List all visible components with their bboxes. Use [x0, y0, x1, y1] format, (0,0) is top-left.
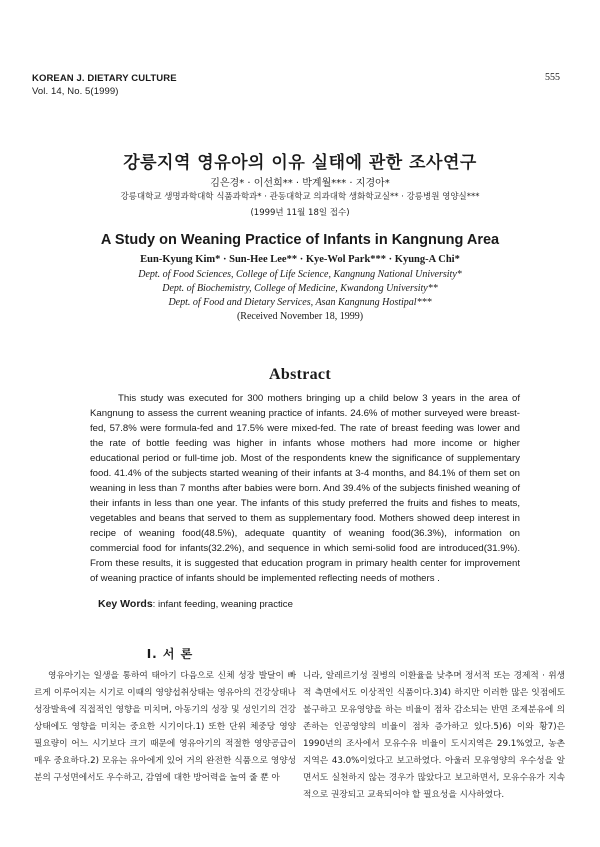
english-affiliation-1: Dept. of Food Sciences, College of Life Science, Kangnung National University*	[138, 269, 462, 280]
korean-received-date: (1999년 11월 18일 접수)	[250, 208, 350, 218]
page-number: 555	[545, 72, 560, 83]
korean-affiliations: 강릉대학교 생명과학대학 식품과학과* · 관동대학교 의과대학 생화학교실** · 강릉병원 영양실***	[120, 192, 480, 202]
section-heading-introduction: I. 서 론	[146, 647, 194, 661]
english-affiliation-2: Dept. of Biochemistry, College of Medicine, Kwandong University**	[162, 283, 438, 294]
korean-title: 강릉지역 영유아의 이유 실태에 관한 조사연구	[123, 153, 477, 173]
keywords-text: : infant feeding, weaning practice	[152, 599, 293, 610]
english-authors: Eun-Kyung Kim* · Sun-Hee Lee** · Kye-Wol Park*** · Kyung-A Chi*	[140, 254, 460, 265]
keywords-label: Key Words	[98, 598, 153, 610]
abstract-heading: Abstract	[269, 366, 331, 383]
keywords-line	[98, 598, 293, 610]
korean-authors: 김은경* · 이선희** · 박계월*** · 지경아*	[210, 178, 390, 189]
journal-header	[32, 72, 177, 98]
abstract-body: This study was executed for 300 mothers bringing up a child below 3 years in the area of Kangnung to assess the current weaning practice of infants. 24.6% of mother surveyed were breast-fed, 57.8% were formula-fed and 17.5% were mixed-fed. The rate of breast feeding was lower and the rate of bottle feeding was higher in infants whose mothers had more income or higher educational period or full-time job. Most of the respondents knew the significance of supplementary food. 41.4% of the subjects started weaning of their infants at 3-4 months, and 84.1% of them set on weaning in less than 7 months after babies were born. And 39.4% of the subjects finished weaning of their infants in less than one year. The infants of this study preferred the fruits and fishes to meats, vegetables and beans that served to them as supplementary food. Mothers showed deep interest in recipe of weaning food(48.5%), adequate quantity of weaning food(36.3%), information on commercial food for infants(32.2%), and sequence in which semi-solid food are introduced(31.9%). From these results, it is suggested that education program in primary health center for improvement of weaning practice of infants should be implemented reflecting needs of mothers .	[90, 393, 520, 584]
journal-name: KOREAN J. DIETARY CULTURE	[32, 73, 177, 84]
english-title: A Study on Weaning Practice of Infants in Kangnung Area	[100, 232, 500, 248]
journal-volume: Vol. 14, No. 5(1999)	[32, 86, 119, 97]
english-affiliation-3: Dept. of Food and Dietary Services, Asan Kangnung Hostipal***	[168, 297, 432, 308]
body-column-left: 영유아기는 일생을 통하여 태아기 다음으로 신체 성장 발달이 빠르게 이루어지는 시기로 이때의 영양섭취상태는 영유아의 건강상태나 성장발육에 직접적인 영향을 미치며, 아동기의 성장 및 성인기의 건강상태에도 영향을 미치는 중요한 시기이다.1) 또한 단위 체중당 영양 필요량이 어느 시기보다 크기 때문에 영유아기의 적절한 영양공급이 매우 중요하다.2) 모유는 유아에게 있어 거의 완전한 식품으로 영양성분의 구성면에서도 우수하고, 감염에 대한 방어력을 높여 줄 뿐 아	[34, 671, 296, 783]
english-received-date: (Received November 18, 1999)	[236, 311, 364, 322]
body-column-right: 니라, 알레르기성 질병의 이환율을 낮추며 정서적 또는 경제적 · 위생적 측면에서도 이상적인 식품이다.3)4) 하지만 이러한 많은 잇점에도 불구하고 모유영양을 하는 비율이 점차 감소되는 반면 조제분유에 의존하는 인공영양의 비율이 점차 증가하고 있다.5)6) 이와 황7)은 1990년의 조사에서 모유수유 비율이 도시지역은 29.1%였고, 농촌지역은 43.0%이었다고 보고하였다. 아울러 모유영양의 우수성을 알면서도 실천하지 않는 경우가 많았다고 보고하면서, 모유수유가 지속적으로 권장되고 교육되어야 할 필요성을 시사하였다.	[303, 671, 565, 800]
